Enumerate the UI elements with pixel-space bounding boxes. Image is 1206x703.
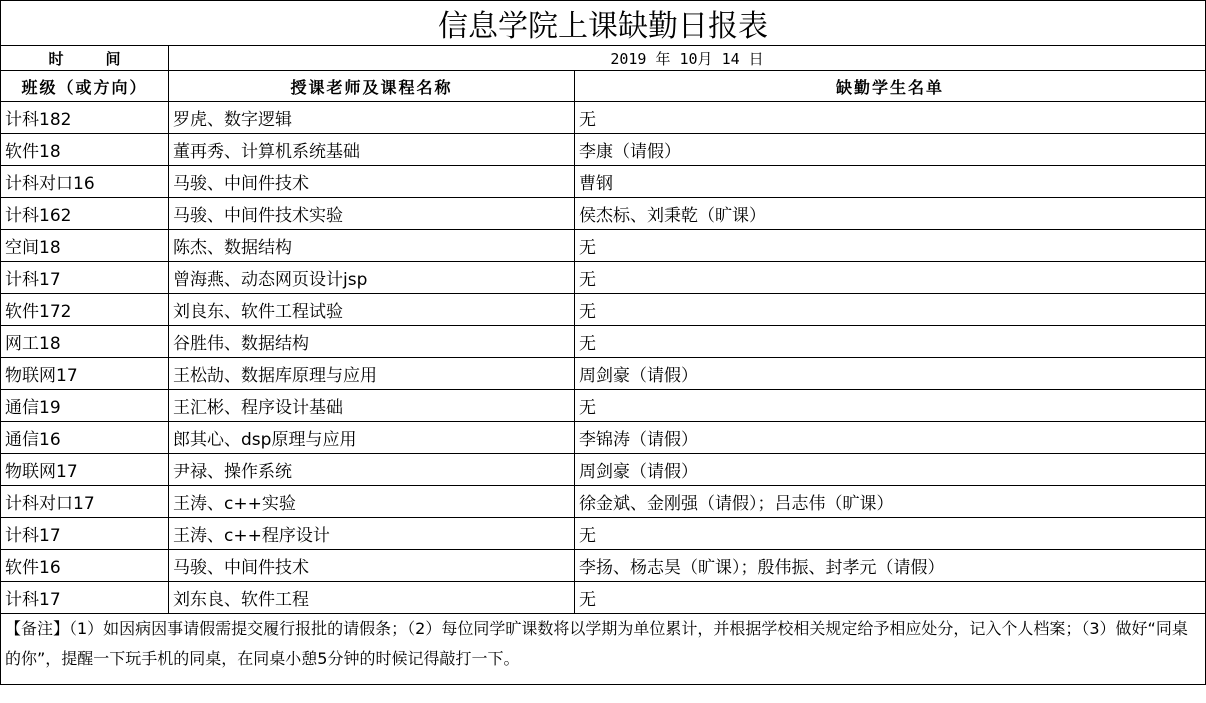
table-row xyxy=(1,358,1206,390)
teacher-course-cell: 刘东良、软件工程 xyxy=(169,582,575,614)
class-cell: 物联网17 xyxy=(1,454,169,486)
table-row xyxy=(1,326,1206,358)
header-absent-students: 缺勤学生名单 xyxy=(575,71,1206,102)
table-row xyxy=(1,486,1206,518)
class-cell: 软件18 xyxy=(1,134,169,166)
absent-students-cell: 无 xyxy=(575,390,1206,422)
absent-students-cell: 无 xyxy=(575,294,1206,326)
class-cell: 计科对口16 xyxy=(1,166,169,198)
report-title: 信息学院上课缺勤日报表 xyxy=(1,1,1206,46)
teacher-course-cell: 王汇彬、程序设计基础 xyxy=(169,390,575,422)
class-cell: 网工18 xyxy=(1,326,169,358)
teacher-course-cell: 陈杰、数据结构 xyxy=(169,230,575,262)
header-teacher-course: 授课老师及课程名称 xyxy=(169,71,575,102)
class-cell: 计科17 xyxy=(1,262,169,294)
class-cell: 通信19 xyxy=(1,390,169,422)
absent-students-cell: 无 xyxy=(575,262,1206,294)
column-header-row xyxy=(1,71,1206,102)
class-cell: 软件172 xyxy=(1,294,169,326)
table-row xyxy=(1,422,1206,454)
class-cell: 计科182 xyxy=(1,102,169,134)
teacher-course-cell: 马骏、中间件技术 xyxy=(169,550,575,582)
table-row xyxy=(1,454,1206,486)
absent-students-cell: 无 xyxy=(575,102,1206,134)
class-cell: 物联网17 xyxy=(1,358,169,390)
absent-students-cell: 无 xyxy=(575,230,1206,262)
absent-students-cell: 周剑豪（请假） xyxy=(575,454,1206,486)
absent-students-cell: 侯杰标、刘秉乾（旷课） xyxy=(575,198,1206,230)
teacher-course-cell: 马骏、中间件技术 xyxy=(169,166,575,198)
remarks-note: 【备注】（1）如因病因事请假需提交履行报批的请假条；（2）每位同学旷课数将以学期为单位累计，并根据学校相关规定给予相应处分，记入个人档案；（3）做好“同桌的你”，提醒一下玩手机的同桌，在同桌小憩5分钟的时候记得敲打一下。 xyxy=(1,614,1206,685)
absent-students-cell: 李扬、杨志昊（旷课）；殷伟振、封孝元（请假） xyxy=(575,550,1206,582)
table-row xyxy=(1,582,1206,614)
teacher-course-cell: 尹禄、操作系统 xyxy=(169,454,575,486)
teacher-course-cell: 王松劼、数据库原理与应用 xyxy=(169,358,575,390)
table-row xyxy=(1,198,1206,230)
table-row xyxy=(1,262,1206,294)
teacher-course-cell: 谷胜伟、数据结构 xyxy=(169,326,575,358)
teacher-course-cell: 罗虎、数字逻辑 xyxy=(169,102,575,134)
table-row xyxy=(1,134,1206,166)
table-row xyxy=(1,518,1206,550)
teacher-course-cell: 董再秀、计算机系统基础 xyxy=(169,134,575,166)
teacher-course-cell: 郎其心、dsp原理与应用 xyxy=(169,422,575,454)
report-date: 2019 年 10月 14 日 xyxy=(169,46,1206,71)
teacher-course-cell: 王涛、c++实验 xyxy=(169,486,575,518)
table-row xyxy=(1,102,1206,134)
class-cell: 计科17 xyxy=(1,518,169,550)
table-row xyxy=(1,230,1206,262)
class-cell: 软件16 xyxy=(1,550,169,582)
table-row xyxy=(1,166,1206,198)
absent-students-cell: 李锦涛（请假） xyxy=(575,422,1206,454)
table-row xyxy=(1,390,1206,422)
class-cell: 空间18 xyxy=(1,230,169,262)
class-cell: 计科162 xyxy=(1,198,169,230)
teacher-course-cell: 王涛、c++程序设计 xyxy=(169,518,575,550)
absent-students-cell: 曹钢 xyxy=(575,166,1206,198)
table-row xyxy=(1,294,1206,326)
absent-students-cell: 周剑豪（请假） xyxy=(575,358,1206,390)
class-cell: 通信16 xyxy=(1,422,169,454)
teacher-course-cell: 马骏、中间件技术实验 xyxy=(169,198,575,230)
teacher-course-cell: 刘良东、软件工程试验 xyxy=(169,294,575,326)
table-row xyxy=(1,550,1206,582)
absent-students-cell: 李康（请假） xyxy=(575,134,1206,166)
class-cell: 计科17 xyxy=(1,582,169,614)
teacher-course-cell: 曾海燕、动态网页设计jsp xyxy=(169,262,575,294)
absent-students-cell: 徐金斌、金刚强（请假）；吕志伟（旷课） xyxy=(575,486,1206,518)
absent-students-cell: 无 xyxy=(575,582,1206,614)
time-label: 时间 xyxy=(1,46,169,71)
class-cell: 计科对口17 xyxy=(1,486,169,518)
absent-students-cell: 无 xyxy=(575,518,1206,550)
header-class: 班级（或方向） xyxy=(1,71,169,102)
absent-students-cell: 无 xyxy=(575,326,1206,358)
